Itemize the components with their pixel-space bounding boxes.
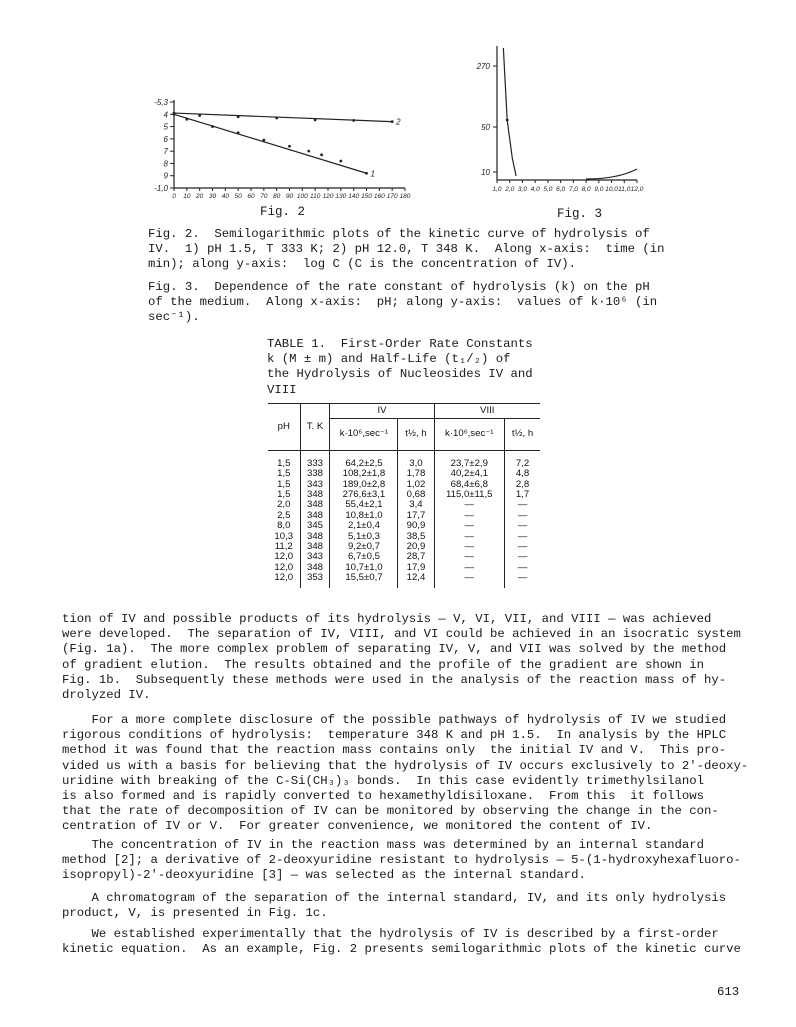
- table-cell: 2,0: [277, 499, 291, 511]
- body-paragraph-2: For a more complete disclosure of the possible pathways of hydrolysis of IV we studied rigorous conditions of hydrolysis: temperature 348 K and pH 1.5. In analysis by the HPLC method it was found that the reaction mass contains only the initial IV and V. This pro- vided us with a basis for believing that the hydrolysis of IV occurs exclusively to 2'-deoxy- uridine with breaking of the C-Si(CH₃)₃ bonds. In this case evidently trimethylsilanol is also formed and is rapidly converted to hexamethyldisiloxane. From this it follows that the rate of decomposition of IV can be monitored by observing the change in the con- centration of IV or V. For greater convenience, we monitored the content of IV.: [62, 713, 749, 834]
- body-paragraph-1: tion of IV and possible products of its hydrolysis — V, VI, VII, and VIII — was achieved were developed. The separation of IV, VIII, and VI could be achieved in an isocratic system (Fig. 1a). The more complex problem of separating IV, V, and VII was solved by the method of gradient elution. The results obtained and the profile of the gradient are shown in Fig. 1b. Subsequently these methods were used in the analysis of the reaction mass of hy- drolyzed IV.: [62, 612, 741, 703]
- fig3-chart: [465, 40, 645, 200]
- table-cell: 55,4±2,1: [330, 500, 398, 510]
- fig2-x-tick-label: 60: [247, 193, 255, 200]
- table-cell: 9,2±0,7: [330, 542, 398, 552]
- table-cell: 348: [300, 490, 330, 500]
- table-cell: 12,4: [398, 573, 434, 587]
- fig2-chart: [150, 92, 420, 204]
- table-cell: 12,0: [274, 561, 294, 573]
- fig2-x-tick-label: 140: [348, 193, 360, 200]
- table-cell: 348: [300, 563, 330, 573]
- fig3-x-tick-label: 2,0: [505, 186, 515, 193]
- fig2-data-point: [198, 114, 201, 117]
- fig3-y-tick-label: 50: [481, 123, 490, 132]
- fig3-y-tick-label: 10: [481, 168, 490, 177]
- table-cell: 3,0: [398, 450, 434, 469]
- fig2-x-tick-label: 70: [260, 193, 268, 200]
- table-cell: 345: [300, 521, 330, 531]
- fig3-data-point: [506, 119, 509, 122]
- fig2-x-tick-label: 30: [208, 193, 217, 200]
- fig2-y-tick-label: -5,3: [154, 98, 168, 107]
- table-cell: 20,9: [398, 542, 434, 552]
- table-cell: 108,2±1,8: [330, 469, 398, 479]
- fig3-x-tick-label: 3,0: [517, 186, 527, 193]
- table-1: [268, 403, 540, 588]
- fig2-y-tick-label: 7: [163, 147, 168, 157]
- table-cell: —: [434, 573, 505, 587]
- body-paragraph-4: A chromatogram of the separation of the internal standard, IV, and its only hydrolysis product, V, is presented in Fig. 1c.: [62, 891, 727, 921]
- table-cell: 5,1±0,3: [330, 532, 398, 542]
- table-cell: —: [434, 563, 505, 573]
- fig2-series-line: [174, 114, 367, 173]
- table-cell: 1,78: [398, 469, 434, 479]
- table-cell: 0,68: [398, 490, 434, 500]
- fig3-x-tick-label: 7,0: [568, 186, 578, 193]
- table-cell: 10,8±1,0: [330, 511, 398, 521]
- table-cell: —: [434, 532, 505, 542]
- col-k-viii: k·10⁶,sec⁻¹: [434, 419, 505, 450]
- table-cell: 8,0: [277, 520, 291, 532]
- fig2-x-tick-label: 40: [221, 193, 229, 200]
- table-cell: —: [434, 542, 505, 552]
- table-cell: 333: [300, 450, 330, 469]
- table-cell: 10,3: [274, 530, 294, 542]
- col-t-iv: t½, h: [398, 419, 434, 450]
- table-cell: 23,7±2,9: [434, 450, 505, 469]
- fig2-x-tick-label: 80: [273, 193, 281, 200]
- fig2-data-point: [185, 118, 188, 121]
- table-cell: 1,5: [277, 478, 291, 490]
- table-cell: —: [505, 573, 540, 587]
- fig2-data-point: [237, 131, 240, 134]
- table-cell: 4,8: [505, 469, 540, 479]
- table-cell: 38,5: [398, 532, 434, 542]
- table-cell: 1,5: [277, 457, 291, 469]
- group-viii: VIII: [434, 404, 540, 419]
- fig2-data-point: [173, 112, 176, 115]
- fig2-data-point: [365, 172, 368, 175]
- table-cell: 10,7±1,0: [330, 563, 398, 573]
- fig2-caption: Fig. 2. Semilogarithmic plots of the kinetic curve of hydrolysis of IV. 1) pH 1.5, T 333 K; 2) pH 12.0, T 348 K. Along x-axis: time (in min); along y-axis: log C (C is the concentration of IV).: [148, 227, 665, 272]
- table-cell: 1,5: [277, 468, 291, 480]
- table-cell: —: [434, 500, 505, 510]
- table-cell: —: [505, 500, 540, 510]
- table-cell: 115,0±11,5: [434, 490, 505, 500]
- table-cell: 338: [300, 469, 330, 479]
- fig2-data-point: [339, 160, 342, 163]
- table-cell: 343: [300, 480, 330, 490]
- fig2-x-tick-label: 170: [386, 193, 398, 200]
- table-cell: 64,2±2,5: [330, 450, 398, 469]
- fig3-x-tick-label: 9,0: [594, 186, 604, 193]
- fig2-x-tick-label: 10: [183, 193, 191, 200]
- table-cell: 343: [300, 552, 330, 562]
- table-row: [268, 450, 540, 469]
- fig3-x-tick-label: 5,0: [543, 186, 553, 193]
- fig3-x-tick-label: 4,0: [530, 186, 540, 193]
- table-cell: 189,0±2,8: [330, 480, 398, 490]
- fig3-x-tick-label: 8,0: [581, 186, 591, 193]
- table-cell: —: [505, 552, 540, 562]
- fig2-series-line: [174, 113, 392, 122]
- fig2-data-point: [211, 125, 214, 128]
- table-cell: 3,4: [398, 500, 434, 510]
- table-cell: —: [505, 542, 540, 552]
- fig3-x-tick-label: 6,0: [556, 186, 566, 193]
- table-cell: 40,2±4,1: [434, 469, 505, 479]
- page-number: 613: [717, 985, 740, 999]
- table-cell: 68,4±6,8: [434, 480, 505, 490]
- table-cell: 1,02: [398, 480, 434, 490]
- fig2-x-tick-label: 160: [373, 193, 385, 200]
- group-iv: IV: [330, 404, 434, 419]
- fig2-x-tick-label: 150: [361, 193, 372, 200]
- table-cell: —: [434, 511, 505, 521]
- body-paragraph-5: We established experimentally that the hydrolysis of IV is described by a first-order kinetic equation. As an example, Fig. 2 presents semilogarithmic plots of the kinetic curve: [62, 927, 741, 957]
- table-cell: 1,5: [277, 489, 291, 501]
- table-title: TABLE 1. First-Order Rate Constants k (M ± m) and Half-Life (t₁/₂) of the Hydrolysis of Nucleosides IV and VIII: [267, 337, 533, 397]
- col-ph: pH: [268, 404, 300, 450]
- table-cell: —: [434, 552, 505, 562]
- table-cell: 2,1±0,4: [330, 521, 398, 531]
- col-temp: T. K: [300, 404, 330, 450]
- table-cell: 12,0: [274, 572, 294, 584]
- fig3-series-line-base: [586, 169, 637, 179]
- table-cell: 17,7: [398, 511, 434, 521]
- fig2-x-tick-label: 50: [234, 193, 242, 200]
- fig2-y-tick-label: 6: [163, 134, 168, 144]
- table-cell: 11,2: [274, 541, 293, 553]
- table-row: [268, 573, 540, 587]
- table-cell: 348: [300, 542, 330, 552]
- fig3-x-tick-label: 11,0: [618, 186, 631, 193]
- fig2-series-label: 2: [396, 117, 401, 127]
- fig2-y-tick-label: -1,0: [154, 184, 168, 193]
- fig2-series-label: 1: [370, 169, 375, 179]
- table-cell: 28,7: [398, 552, 434, 562]
- fig2-x-tick-label: 90: [285, 193, 294, 200]
- table-cell: 276,6±3,1: [330, 490, 398, 500]
- fig2-data-point: [288, 145, 291, 148]
- fig2-y-tick-label: 5: [163, 122, 168, 132]
- table-cell: 7,2: [505, 450, 540, 469]
- table-cell: —: [505, 563, 540, 573]
- table-cell: 90,9: [398, 521, 434, 531]
- fig3-x-tick-label: 12,0: [630, 186, 644, 193]
- fig2-label: Fig. 2: [260, 205, 306, 219]
- fig2-data-point: [314, 118, 317, 121]
- table-cell: —: [505, 532, 540, 542]
- table-cell: 2,5: [277, 509, 291, 521]
- table-cell: 6,7±0,5: [330, 552, 398, 562]
- fig2-x-tick-label: 130: [335, 193, 347, 200]
- table-cell: 348: [300, 532, 330, 542]
- fig2-data-point: [262, 139, 265, 142]
- table-cell: —: [505, 521, 540, 531]
- fig2-x-tick-label: 120: [322, 193, 334, 200]
- body-paragraph-3: The concentration of IV in the reaction mass was determined by an internal standard method [2]; a derivative of 2-deoxyuridine resistant to hydrolysis — 5-(1-hydroxyhexafluoro- isopropyl)-2'-deoxyuridine [3] — was selected as the internal standard.: [62, 838, 741, 883]
- fig2-x-tick-label: 20: [196, 193, 204, 200]
- fig3-label: Fig. 3: [557, 207, 603, 221]
- fig2-data-point: [237, 115, 240, 118]
- table-cell: 1,7: [505, 490, 540, 500]
- fig3-y-tick-label: 270: [476, 62, 490, 71]
- fig3-x-tick-label: 10,0: [605, 186, 618, 193]
- table-body: [268, 450, 540, 587]
- table-cell: 12,0: [274, 551, 294, 563]
- table-cell: 353: [300, 573, 330, 587]
- fig2-x-tick-label: 0: [172, 193, 176, 200]
- fig2-data-point: [307, 150, 310, 153]
- fig3-caption: Fig. 3. Dependence of the rate constant of hydrolysis (k) on the pH of the medium. Along x-axis: pH; along y-axis: values of k·10⁶ (in sec⁻¹).: [148, 280, 658, 325]
- fig2-data-point: [352, 119, 355, 122]
- fig3-x-tick-label: 1,0: [492, 186, 502, 193]
- table-cell: 348: [300, 511, 330, 521]
- table-cell: 2,8: [505, 480, 540, 490]
- table-cell: —: [505, 511, 540, 521]
- table-cell: —: [434, 521, 505, 531]
- table-cell: 15,5±0,7: [330, 573, 398, 587]
- fig2-data-point: [275, 117, 278, 120]
- fig2-x-tick-label: 100: [296, 193, 308, 200]
- fig2-data-point: [391, 120, 394, 123]
- col-k-iv: k·10⁶,sec⁻¹: [330, 419, 398, 450]
- fig2-y-tick-label: 9: [163, 171, 168, 181]
- col-t-viii: t½, h: [505, 419, 540, 450]
- fig3-series-line-acid: [503, 48, 516, 176]
- table-cell: 348: [300, 500, 330, 510]
- table-cell: 17,9: [398, 563, 434, 573]
- fig2-x-tick-label: 180: [399, 193, 411, 200]
- fig2-data-point: [320, 153, 323, 156]
- fig2-x-tick-label: 110: [309, 193, 321, 200]
- fig2-y-tick-label: 8: [163, 159, 168, 169]
- fig2-y-tick-label: 4: [163, 110, 168, 120]
